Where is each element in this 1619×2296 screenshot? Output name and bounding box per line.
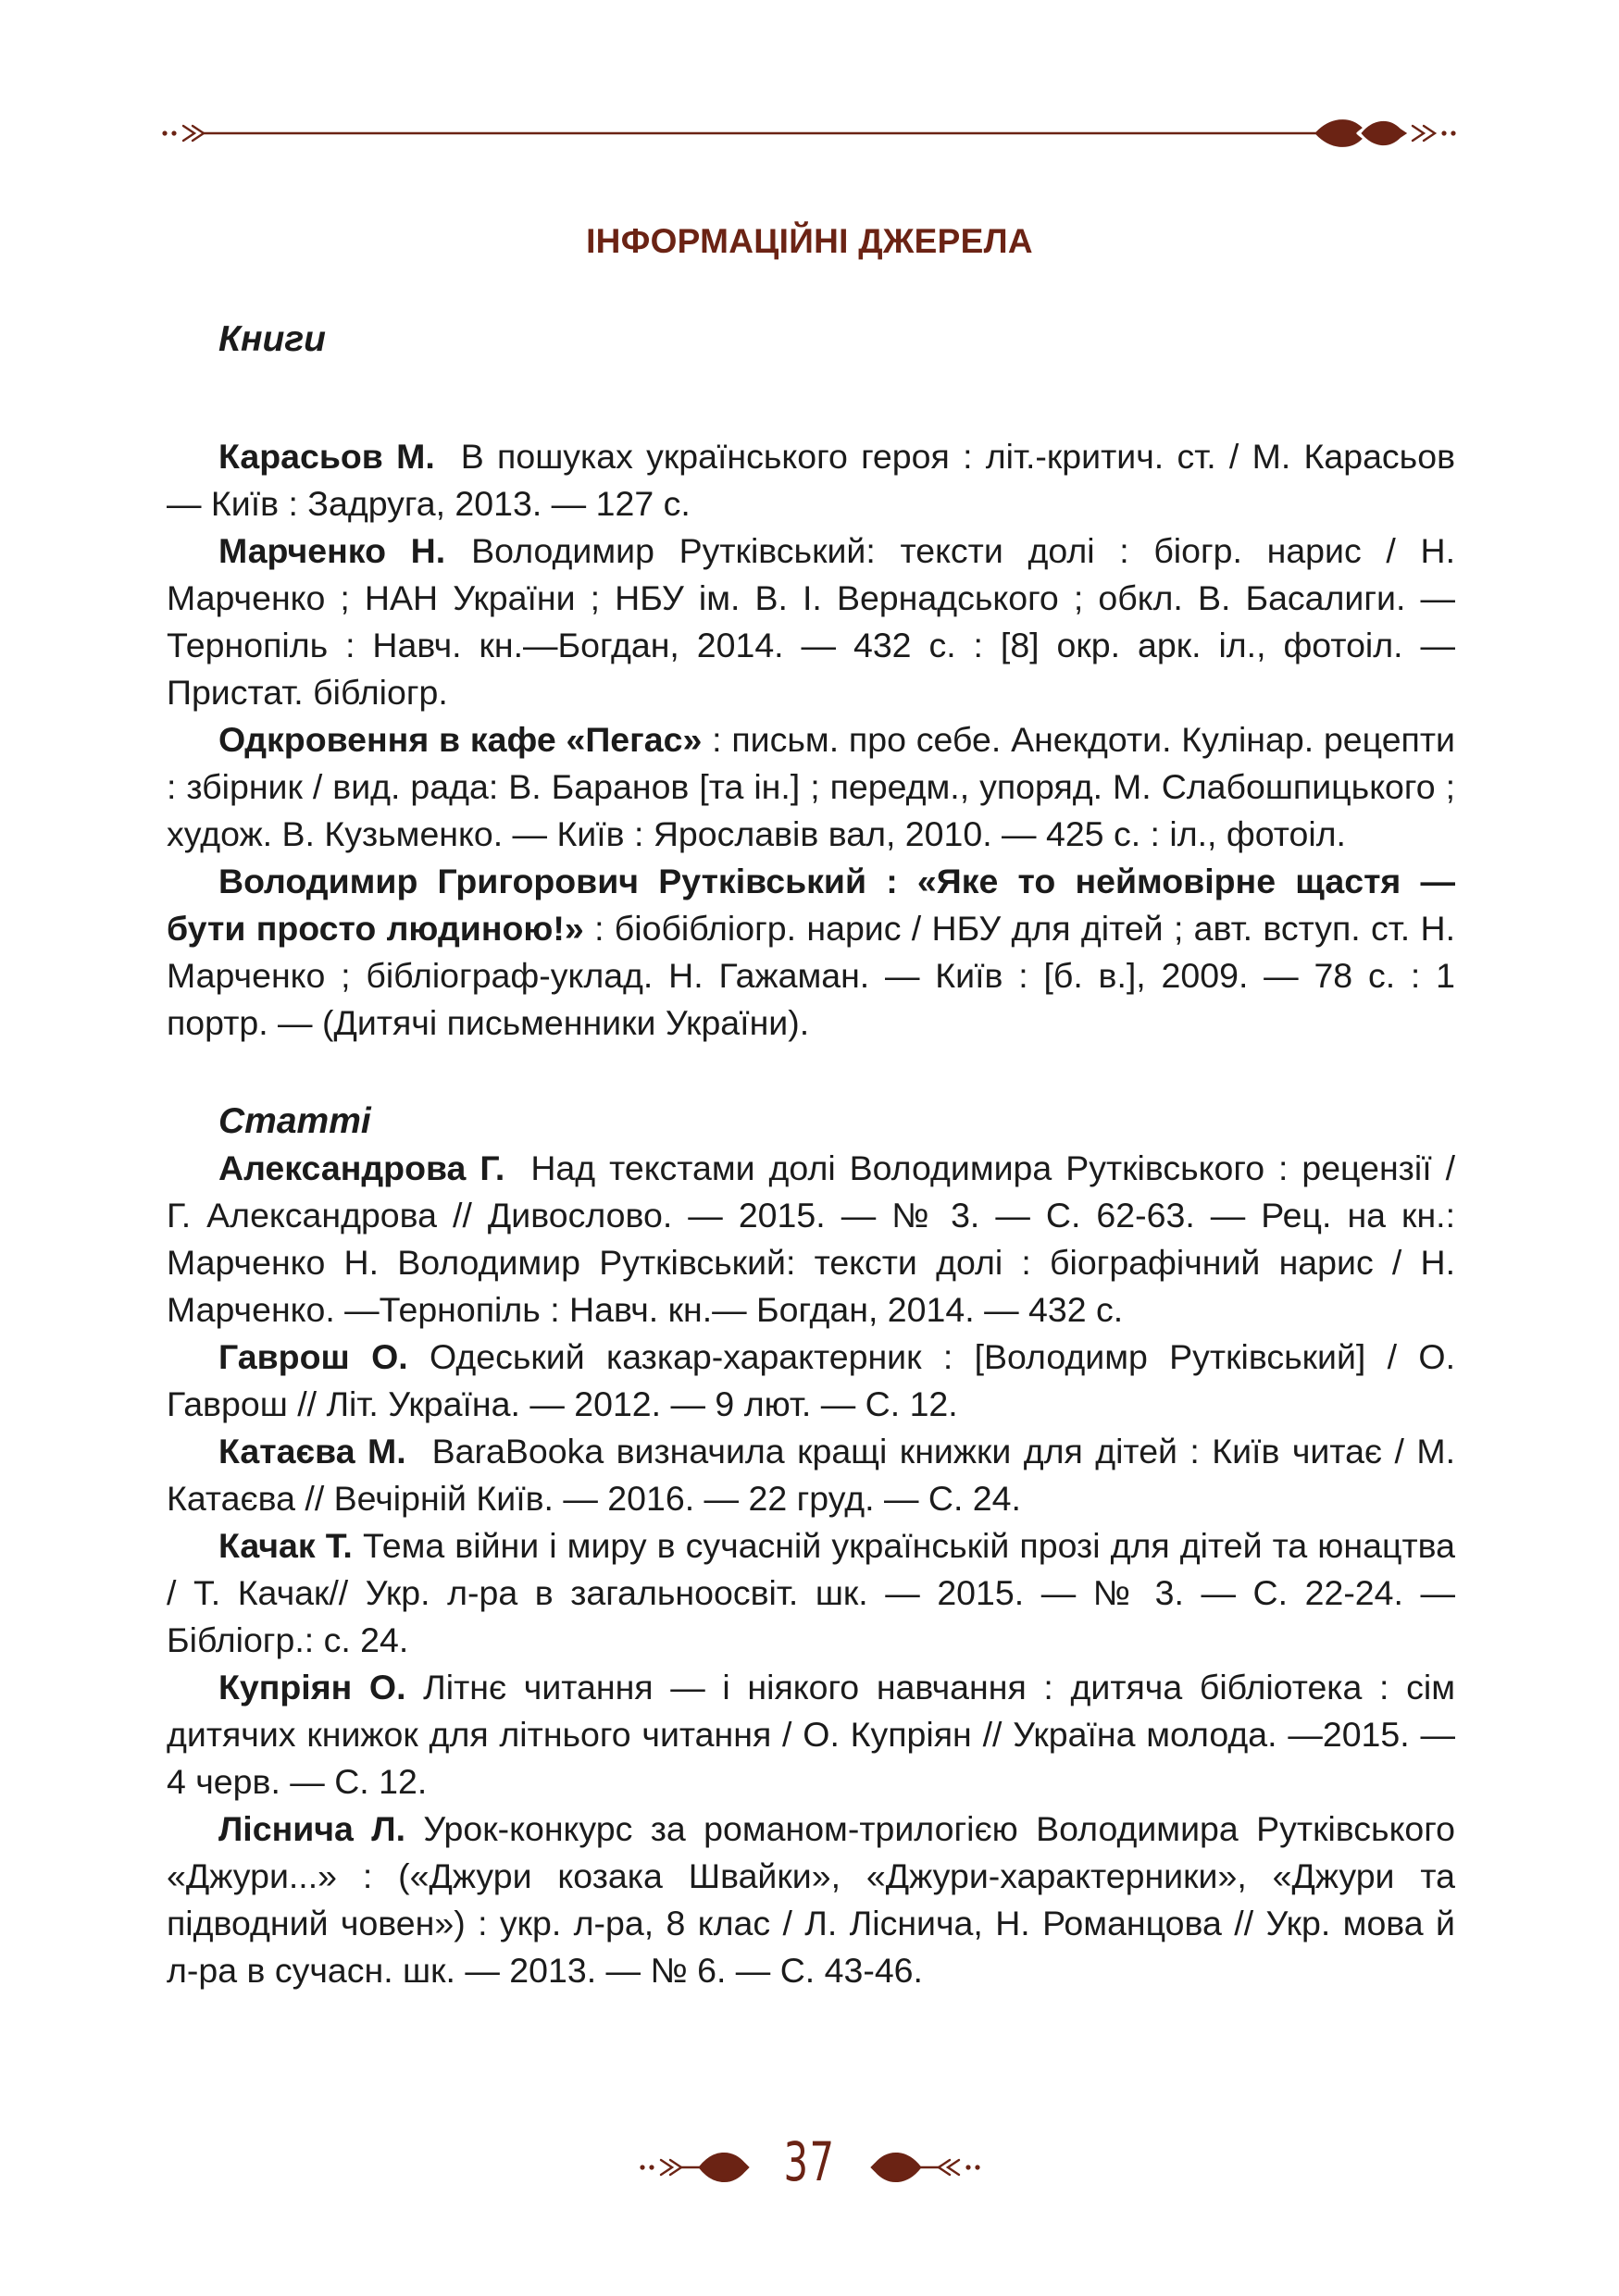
entry-text: : письм. про себе. Анекдоти. Кулінар. рецепти : збірник / вид. рада: В. Баранов [та ін.] ; передм., упоряд. М. Слабошпицького ; худож. В. Кузьменко. — Київ : Ярославів вал, 2010. — 425 с. : іл., фотоіл. xyxy=(167,720,1455,853)
bibliography-entry xyxy=(167,716,1455,858)
entry-text: Урок-конкурс за романом-трилогією Володимира Рутківського «Джури...» : («Джури козака Швайки», «Джури-характерники», «Джури та підводний човен») : укр. л-ра, 8 клас / Л. Ліснича, Н. Романцова // Укр. мова й л-ра в сучасн. шк. — 2013. — № 6. — С. 43-46. xyxy=(167,1809,1455,1990)
entry-author: Карасьов М. xyxy=(218,437,435,476)
entry-author: Александрова Г. xyxy=(218,1148,505,1187)
entry-author: Ліснича Л. xyxy=(218,1809,406,1848)
entry-author: Катаєва М. xyxy=(218,1432,406,1471)
entry-text: В пошуках українського героя : літ.-критич. ст. / М. Карасьов — Київ : Задруга, 2013. — 127 с. xyxy=(167,437,1455,523)
bibliography-entry xyxy=(167,1522,1455,1664)
bibliography-entry xyxy=(167,433,1455,527)
section-heading-books: Книги xyxy=(218,319,326,359)
section-heading-articles: Статті xyxy=(218,1101,371,1141)
entry-author: Купріян О. xyxy=(218,1668,406,1706)
entry-text: Над текстами долі Володимира Рутківського : рецензії / Г. Александрова // Дивослово. — 2015. — № 3. — С. 62-63. — Рец. на кн.: Марченко Н. Володимир Рутківський: тексти долі : біографічний нарис / Н. Марченко. —Тернопіль : Навч. кн.— Богдан, 2014. — 432 с. xyxy=(167,1148,1455,1329)
entry-text: Володимир Рутківський: тексти долі : біогр. нарис / Н. Марченко ; НАН України ; НБУ ім. В. І. Вернадського ; обкл. В. Басалиги. — Тернопіль : Навч. кн.—Богдан, 2014. — 432 с. : [8] окр. арк. іл., фотоіл. — Пристат. бібліогр. xyxy=(167,531,1455,712)
bibliography-entry xyxy=(167,1806,1455,1994)
entry-author: Одкровення в кафе «Пегас» xyxy=(218,720,703,759)
bibliography xyxy=(167,305,1455,1994)
entry-text: Тема війни і миру в сучасній українській прозі для дітей та юнацтва / Т. Качак// Укр. л-ра в загальноосвіт. шк. — 2015. — № 3. — С. 22-24. — Бібліогр.: с. 24. xyxy=(167,1526,1455,1659)
entry-author: Марченко Н. xyxy=(218,531,446,570)
bibliography-entry xyxy=(167,1664,1455,1806)
bibliography-entry xyxy=(167,1334,1455,1428)
entry-text: Одеський казкар-характерник : [Володимр Рутківський] / О. Гаврош // Літ. Україна. — 2012. — 9 лют. — С. 12. xyxy=(167,1337,1456,1423)
entry-author: Качак Т. xyxy=(218,1526,353,1565)
entry-text: : біобібліогр. нарис / НБУ для дітей ; авт. вступ. ст. Н. Марченко ; бібліограф-уклад. Н. Гажаман. — Київ : [б. в.], 2009. — 78 с. : 1 портр. — (Дитячі письменники України). xyxy=(167,909,1455,1042)
bibliography-entry xyxy=(167,1145,1455,1334)
entry-text: Літнє читання — і ніякого навчання : дитяча бібліотека : сім дитячих книжок для літнього читання / О. Купріян // Україна молода. —2015. — 4 черв. — С. 12. xyxy=(167,1668,1455,1801)
page-number: 37 xyxy=(783,2130,836,2193)
bibliography-entry xyxy=(167,858,1455,1047)
page-title: ІНФОРМАЦІЙНІ ДЖЕРЕЛА xyxy=(586,222,1033,260)
entry-text: BaraBooka визначила кращі книжки для дітей : Київ читає / М. Катаєва // Вечірній Київ. — 2016. — 22 груд. — С. 24. xyxy=(167,1432,1455,1518)
bibliography-entry xyxy=(167,1428,1455,1522)
entry-author: Гаврош О. xyxy=(218,1337,408,1376)
ornament-divider-icon xyxy=(159,109,1460,157)
entry-author: Володимир Григорович Рутківський : «Яке то неймовірне щастя — бути просто людиною!» xyxy=(167,862,1455,948)
bibliography-entry xyxy=(167,527,1455,716)
